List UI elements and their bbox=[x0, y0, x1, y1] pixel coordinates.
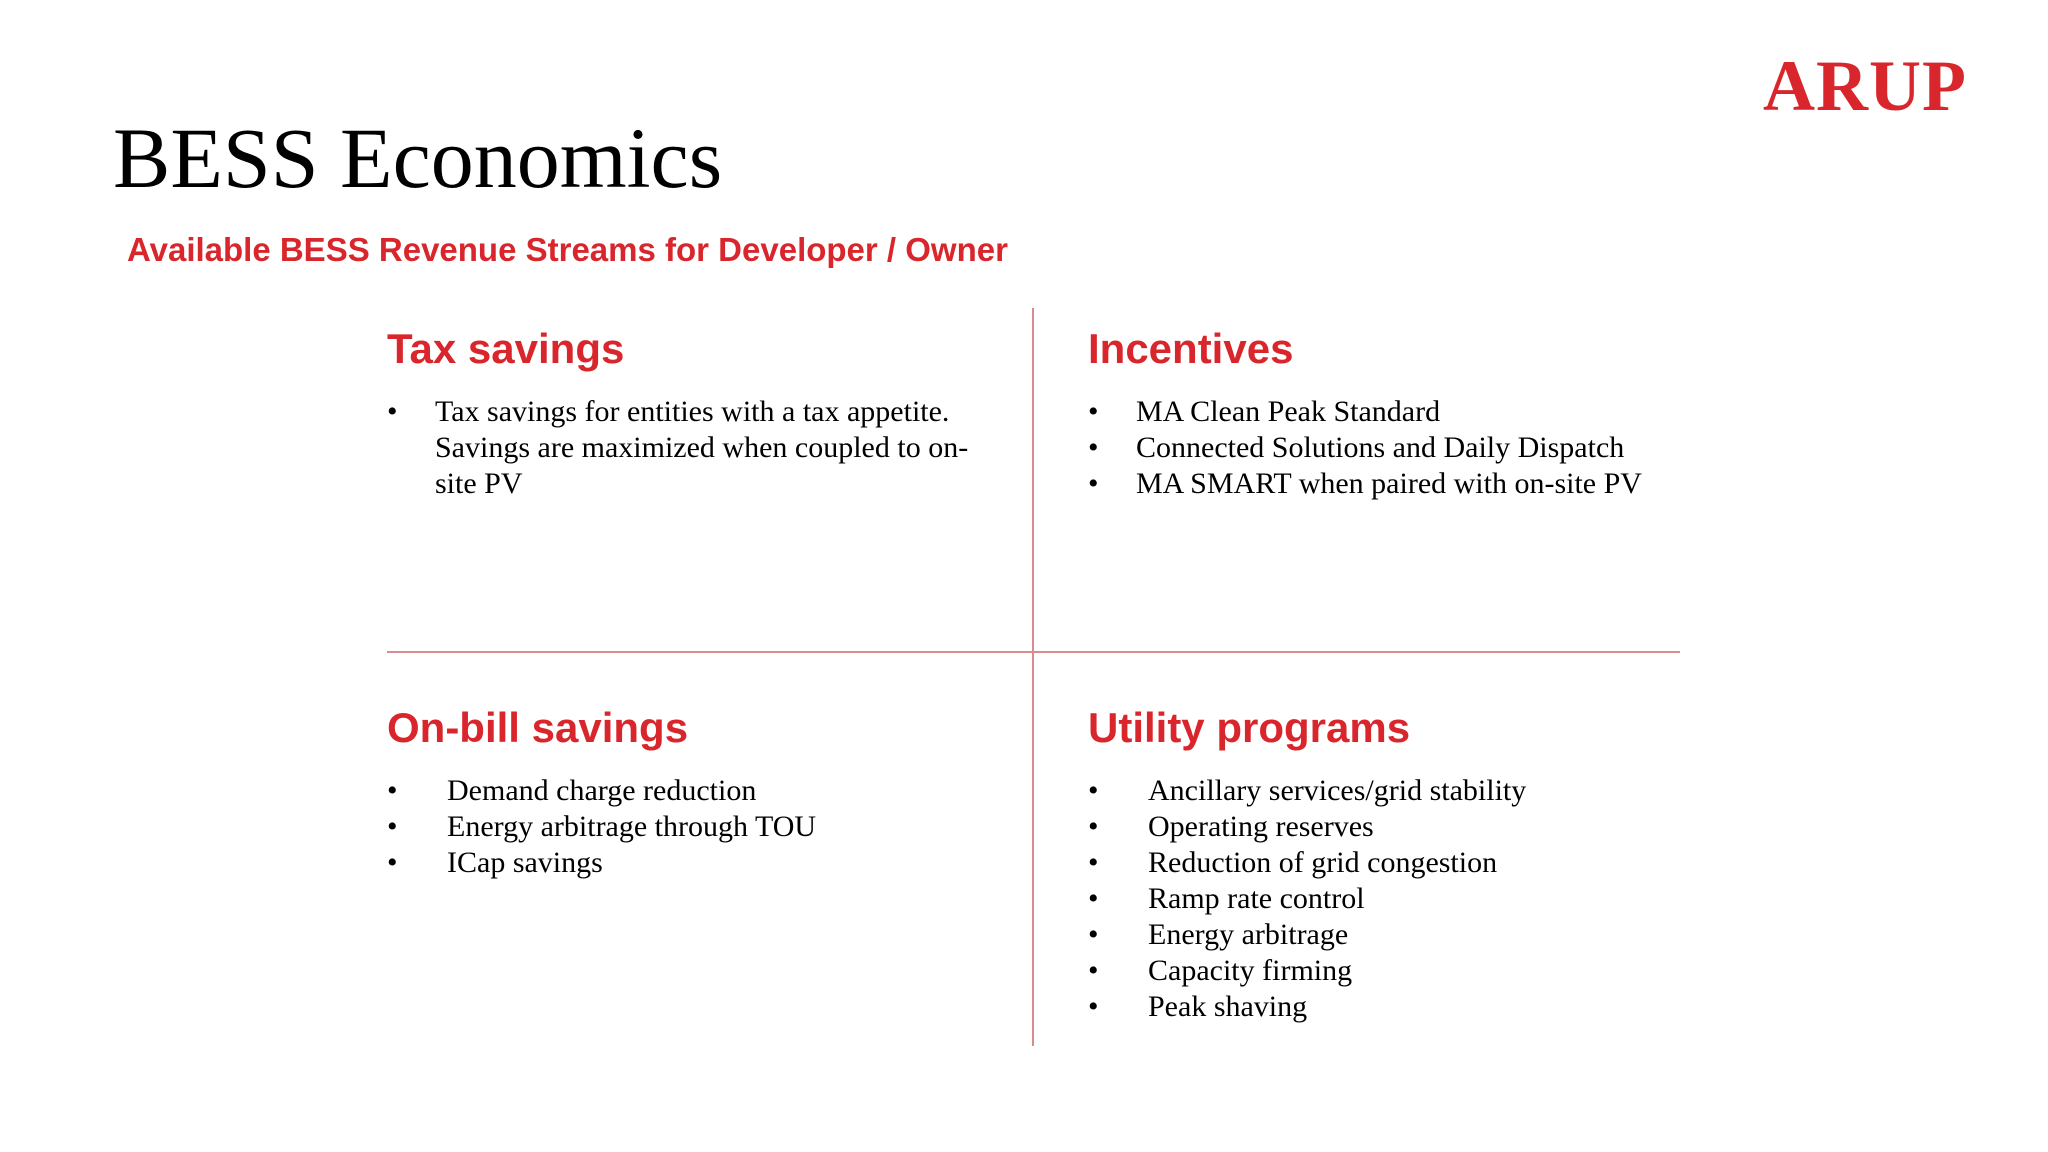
list-item bbox=[387, 809, 987, 845]
bullet-icon: • bbox=[1088, 846, 1099, 880]
vertical-divider bbox=[1032, 308, 1034, 1046]
list-item bbox=[1088, 430, 1708, 466]
bullet-list bbox=[1088, 773, 1708, 1025]
quadrant-title: Tax savings bbox=[387, 325, 625, 372]
quadrant-on-bill-savings bbox=[387, 703, 987, 881]
bullet-icon: • bbox=[1088, 954, 1099, 988]
bullet-icon: • bbox=[1088, 467, 1099, 501]
bullet-icon: • bbox=[1088, 431, 1099, 465]
quadrant-utility-programs bbox=[1088, 703, 1708, 1025]
list-item bbox=[1088, 953, 1708, 989]
bullet-icon: • bbox=[1088, 395, 1099, 429]
list-item bbox=[1088, 881, 1708, 917]
list-item bbox=[1088, 917, 1708, 953]
list-item bbox=[387, 773, 987, 809]
list-item bbox=[1088, 809, 1708, 845]
quadrant-tax-savings bbox=[387, 324, 987, 502]
quadrant-title: Utility programs bbox=[1088, 704, 1411, 751]
arup-logo: ARUP bbox=[1763, 46, 1967, 126]
list-item-text: Reduction of grid congestion bbox=[1148, 846, 1498, 880]
bullet-list bbox=[1088, 394, 1708, 502]
list-item-text: Ramp rate control bbox=[1148, 882, 1365, 916]
bullet-icon: • bbox=[1088, 774, 1099, 808]
list-item bbox=[387, 845, 987, 881]
bullet-icon: • bbox=[1088, 918, 1099, 952]
bullet-icon: • bbox=[1088, 990, 1099, 1024]
bullet-icon: • bbox=[387, 810, 398, 844]
list-item-text: Peak shaving bbox=[1148, 990, 1308, 1024]
page-subtitle: Available BESS Revenue Streams for Developer / Owner bbox=[127, 231, 1008, 268]
list-item-text: Energy arbitrage through TOU bbox=[447, 810, 817, 844]
page-title: BESS Economics bbox=[113, 110, 723, 206]
list-item bbox=[1088, 466, 1708, 502]
bullet-icon: • bbox=[1088, 882, 1099, 916]
list-item-text: Demand charge reduction bbox=[447, 774, 757, 808]
list-item bbox=[387, 394, 987, 502]
list-item-text: Capacity firming bbox=[1148, 954, 1353, 988]
bullet-icon: • bbox=[387, 395, 398, 429]
bullet-list bbox=[387, 773, 987, 881]
quadrant-incentives bbox=[1088, 324, 1708, 502]
list-item bbox=[1088, 394, 1708, 430]
list-item bbox=[1088, 845, 1708, 881]
list-item-text: ICap savings bbox=[447, 846, 603, 880]
list-item-text: MA Clean Peak Standard bbox=[1136, 395, 1441, 429]
list-item bbox=[1088, 773, 1708, 809]
list-item bbox=[1088, 989, 1708, 1025]
list-item-text: MA SMART when paired with on-site PV bbox=[1136, 467, 1642, 501]
quadrant-title: Incentives bbox=[1088, 325, 1294, 372]
horizontal-divider bbox=[387, 651, 1680, 653]
list-item-text: Ancillary services/grid stability bbox=[1148, 774, 1527, 808]
bullet-icon: • bbox=[387, 846, 398, 880]
list-item-text: Connected Solutions and Daily Dispatch bbox=[1136, 431, 1625, 465]
quadrant-title: On-bill savings bbox=[387, 704, 689, 751]
list-item-text: Operating reserves bbox=[1148, 810, 1374, 844]
bullet-list bbox=[387, 394, 987, 502]
list-item-text: Tax savings for entities with a tax appetite. Savings are maximized when coupled to on-site PV bbox=[435, 395, 969, 501]
list-item-text: Energy arbitrage bbox=[1148, 918, 1349, 952]
bullet-icon: • bbox=[1088, 810, 1099, 844]
bullet-icon: • bbox=[387, 774, 398, 808]
